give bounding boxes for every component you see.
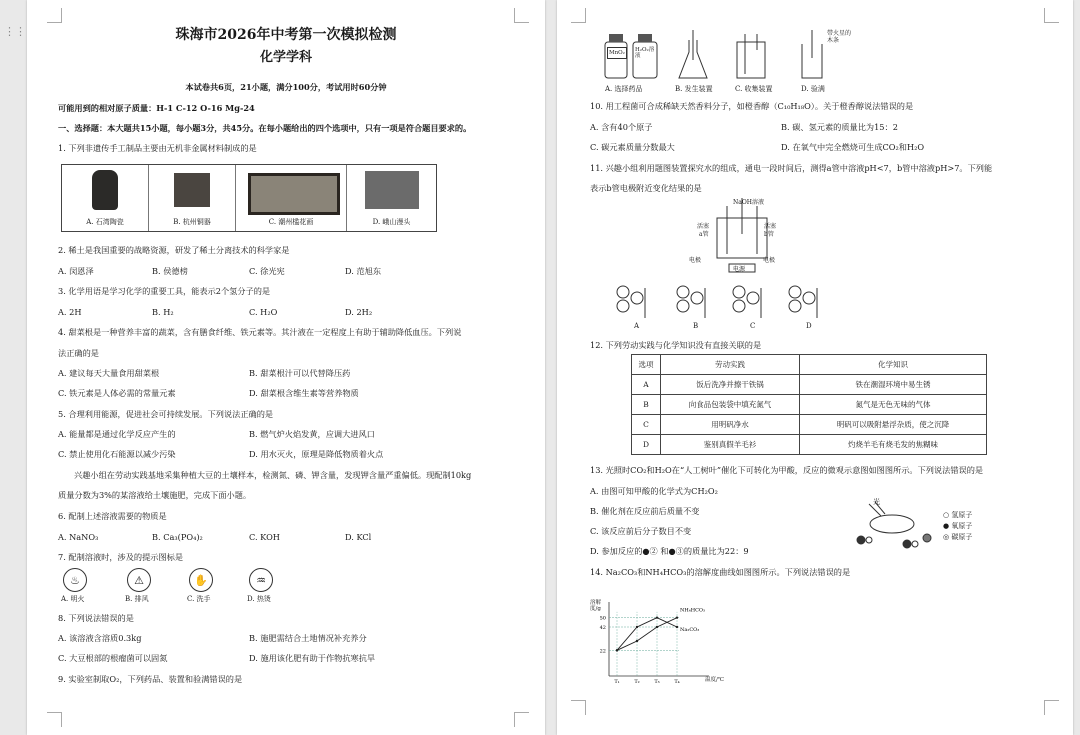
q1-option-c: C. 潮州槛花画 (268, 218, 314, 226)
q4-option-c: C. 铁元素是人体必需的常量元素 (58, 388, 176, 398)
q11-choice-c: C (750, 322, 756, 330)
q5-option-a: A. 能量都是通过化学反应产生的 (58, 429, 176, 439)
q7-icon-c-label: C. 洗手 (187, 595, 211, 603)
intro-line1: 兴趣小组在劳动实践基地采集种植大豆的土壤样本，检测氮、磷、钾含量，发现钾含量严重偏低。现配制10kg (74, 470, 472, 480)
y-tick-label: 22 (599, 648, 606, 655)
question-7: 7. 配制溶液时，涉及的提示图标是 (58, 552, 184, 562)
question-4-line1: 4. 甜菜根是一种营养丰富的蔬菜，含有膳食纤维、铁元素等。其汁液在一定程度上有助于辅助降低血压。下列说 (58, 327, 462, 337)
vase-image (92, 170, 118, 210)
q3-option-c: C. H₂O (249, 307, 278, 317)
question-10: 10. 用工程菌可合成稀缺天然香料分子，如橙香醇（C₁₀H₁₈O）。关于橙香醇说法错误的是 (590, 101, 914, 111)
q1-option-a: A. 石湾陶瓷 (86, 218, 124, 226)
q2-option-a: A. 闵恩泽 (58, 266, 94, 276)
light-label: 光 (873, 498, 880, 506)
x-tick-label: T₃ (654, 679, 660, 685)
q6-option-d: D. KCl (345, 532, 372, 542)
q13-option-b: B. 催化剂在反应前后质量不变 (590, 506, 700, 516)
table-cell: 饭后洗净并擦干铁锅 (661, 375, 800, 395)
q11-ion-diagrams (615, 284, 855, 324)
q9-label-d: D. 验满 (801, 85, 825, 93)
subject-title: 化学学科 (259, 50, 312, 65)
exam-info: 本试卷共6页，21小题，满分100分，考试用时60分钟 (185, 82, 387, 92)
x-tick-label: T₄ (674, 679, 680, 685)
legend-hydrogen: ○ 氢原子 (943, 511, 973, 519)
painting-image (248, 173, 340, 215)
table-header: 选项 (632, 355, 661, 375)
question-4-line2: 法正确的是 (58, 348, 99, 358)
bottle-h2o2-label: H₂O₂溶液 (635, 47, 655, 59)
corner-mark (571, 700, 586, 715)
q1-image-table (61, 164, 437, 232)
table-cell: 明矾可以吸附悬浮杂质，使之沉降 (800, 415, 987, 435)
electrode-right-label: 电极 (763, 257, 776, 264)
glowing-stick-label: 带火星的木条 (827, 30, 852, 44)
section-heading: 一、选择题：本大题共15小题，每小题3分，共45分。在每小题给出的四个选项中，只有一项是符合题目要求的。 (58, 123, 472, 133)
legend-hydrogen-label: 氢原子 (951, 511, 973, 519)
table-header: 劳动实践 (661, 355, 800, 375)
series-label: Na₂CO₃ (680, 627, 700, 633)
q7-icon-a-label: A. 明火 (61, 595, 85, 603)
q11-choice-a: A (634, 322, 640, 330)
legend-oxygen: ● 氧原子 (943, 522, 973, 530)
q6-option-c: C. KOH (249, 532, 280, 542)
q7-icon-b-label: B. 排风 (125, 595, 149, 603)
question-2: 2. 稀土是我国重要的战略资源，研发了稀土分离技术的科学家是 (58, 245, 290, 255)
chart-ylabel: 溶解度/g (590, 600, 602, 612)
question-3: 3. 化学用语是学习化学的重要工具，能表示2个氢分子的是 (58, 286, 271, 296)
q11-choice-d: D (806, 322, 812, 330)
solubility-chart (587, 598, 717, 688)
q9-apparatus (597, 30, 817, 85)
flame-icon: ♨ (63, 568, 87, 592)
x-tick-label: T₂ (634, 679, 640, 685)
data-point (616, 649, 618, 651)
data-point (676, 626, 678, 628)
power-source-label: 电源 (733, 266, 746, 273)
table-cell: 氮气是无色无味的气体 (800, 395, 987, 415)
table-row (632, 415, 987, 435)
q9-label-b: B. 发生装置 (675, 85, 713, 93)
y-tick-label: 50 (599, 615, 606, 622)
q12-table (631, 354, 987, 455)
q6-option-a: A. NaNO₃ (58, 532, 99, 542)
q5-option-d: D. 用水灭火，原理是降低物质着火点 (249, 449, 384, 459)
q9-label-a: A. 选择药品 (605, 85, 643, 93)
corner-mark (1044, 700, 1059, 715)
table-row (632, 375, 987, 395)
question-8: 8. 下列说法错误的是 (58, 613, 134, 623)
q9-label-c: C. 收集装置 (735, 85, 773, 93)
q5-option-c: C. 禁止使用化石能源以减少污染 (58, 449, 176, 459)
question-11-line1: 11. 兴趣小组利用题图装置探究水的组成，通电一段时间后，测得a管中溶液pH<7，b管中溶液pH>7。下列能 (590, 163, 993, 173)
q7-icon-d-label: D. 热烫 (247, 595, 271, 603)
q8-option-b: B. 施肥需结合土地情况补充养分 (249, 633, 367, 643)
q13-option-c: C. 该反应前后分子数目不变 (590, 526, 692, 536)
data-point (656, 616, 658, 618)
stone-image (365, 171, 419, 209)
q3-option-a: A. 2H (58, 307, 82, 317)
hand-wash-icon: ✋ (189, 568, 213, 592)
table-cell: 鉴别真假羊毛衫 (661, 435, 800, 455)
q10-option-d: D. 在氧气中完全燃烧可生成CO₂和H₂O (781, 142, 925, 152)
q2-option-d: D. 范旭东 (345, 266, 382, 276)
table-cell: A (632, 375, 661, 395)
valve-b-label: 活塞 (764, 223, 777, 230)
exhaust-icon: ⚠ (127, 568, 151, 592)
q10-option-b: B. 碳、氢元素的质量比为15：2 (781, 122, 898, 132)
q4-option-b: B. 甜菜根汁可以代替降压药 (249, 368, 351, 378)
q2-option-c: C. 徐光宪 (249, 266, 285, 276)
q3-option-d: D. 2H₂ (345, 307, 373, 317)
electrode-left-label: 电极 (689, 257, 702, 264)
q8-option-d: D. 施用该化肥有助于作物抗寒抗旱 (249, 653, 376, 663)
table-cell: 灼烧羊毛有烧毛发的焦糊味 (800, 435, 987, 455)
corner-mark (514, 8, 529, 23)
question-13: 13. 光照时CO₂和H₂O在“人工树叶”催化下可转化为甲酸，反应的微观示意图如图图所示。下列说法错误的是 (590, 465, 984, 475)
table-cell: 向食品包装袋中填充氮气 (661, 395, 800, 415)
q3-option-b: B. H₂ (152, 307, 174, 317)
table-cell: B (632, 395, 661, 415)
corner-mark (514, 712, 529, 727)
q13-reaction-diagram (847, 494, 937, 556)
data-point (676, 616, 678, 618)
tube-b-label: b管 (764, 231, 774, 238)
q4-option-d: D. 甜菜根含维生素等营养物质 (249, 388, 359, 398)
question-9: 9. 实验室制取O₂，下列药品、装置和验满错误的是 (58, 674, 243, 684)
exam-title: 珠海市2026年中考第一次模拟检测 (175, 27, 397, 43)
table-header-row (632, 355, 987, 375)
q6-option-b: B. Ca₃(PO₄)₂ (152, 532, 203, 542)
q1-option-d: D. 峨山漫头 (372, 218, 411, 226)
legend-carbon: ◎ 碳原子 (943, 533, 973, 541)
corner-mark (571, 8, 586, 23)
chart-xlabel: 温度/℃ (705, 677, 725, 683)
page-right (557, 0, 1073, 735)
table-row (632, 395, 987, 415)
naoh-label: NaOH溶液 (733, 199, 764, 206)
table-cell: D (632, 435, 661, 455)
corner-mark (1044, 8, 1059, 23)
legend-carbon-label: 碳原子 (951, 533, 973, 541)
question-14: 14. Na₂CO₃和NH₄HCO₃的溶解度曲线如图图所示。下列说法错误的是 (590, 567, 851, 577)
question-6: 6. 配制上述溶液需要的物质是 (58, 511, 167, 521)
q10-option-a: A. 含有40个原子 (590, 122, 653, 132)
q13-option-d: D. 参加反应的●② 和●③的质量比为22：9 (590, 546, 749, 556)
q8-option-a: A. 该溶液含溶质0.3kg (58, 633, 142, 643)
bronze-image (174, 173, 210, 207)
valve-a-label: 活塞 (697, 223, 710, 230)
q11-choice-b: B (693, 322, 699, 330)
bottle-mno2-label: MnO₂ (607, 47, 627, 59)
corner-mark (47, 712, 62, 727)
series-label: NH₄HCO₃ (680, 607, 706, 614)
data-point (656, 626, 658, 628)
table-header: 化学知识 (800, 355, 987, 375)
table-row (632, 435, 987, 455)
data-point (636, 640, 638, 642)
question-5: 5. 合理利用能源，促进社会可持续发展。下列说法正确的是 (58, 409, 274, 419)
y-tick-label: 42 (599, 625, 606, 631)
tube-a-label: a管 (699, 231, 709, 238)
x-tick-label: T₁ (614, 679, 620, 685)
atomic-masses: 可能用到的相对原子质量：H-1 C-12 O-16 Mg-24 (58, 103, 255, 113)
table-cell: C (632, 415, 661, 435)
question-12: 12. 下列劳动实践与化学知识没有直接关联的是 (590, 340, 762, 350)
q8-option-c: C. 大豆根部的根瘤菌可以固氮 (58, 653, 168, 663)
q4-option-a: A. 建议每天大量食用甜菜根 (58, 368, 160, 378)
question-1: 1. 下列非遗传手工制品主要由无机非金属材料制成的是 (58, 143, 257, 153)
corner-mark (47, 8, 62, 23)
q2-option-b: B. 侯德榜 (152, 266, 188, 276)
drag-handle-icon[interactable]: ⋮⋮ (4, 25, 26, 38)
table-cell: 铁在潮湿环境中易生锈 (800, 375, 987, 395)
data-point (636, 626, 638, 628)
q1-option-b: B. 杭州铜器 (173, 218, 211, 226)
legend-oxygen-label: 氧原子 (951, 522, 973, 530)
q10-option-c: C. 碳元素质量分数最大 (590, 142, 675, 152)
hot-icon: ♒ (249, 568, 273, 592)
page-left (27, 0, 545, 735)
question-11-line2: 表示b管电极附近变化结果的是 (590, 183, 702, 193)
intro-line2: 质量分数为3%的某溶液给土壤施肥，完成下面小题。 (58, 490, 252, 500)
q13-option-a: A. 由图可知甲酸的化学式为CH₂O₂ (590, 486, 718, 496)
table-cell: 用明矾净水 (661, 415, 800, 435)
q5-option-b: B. 燃气炉火焰发黄，应调大进风口 (249, 429, 375, 439)
